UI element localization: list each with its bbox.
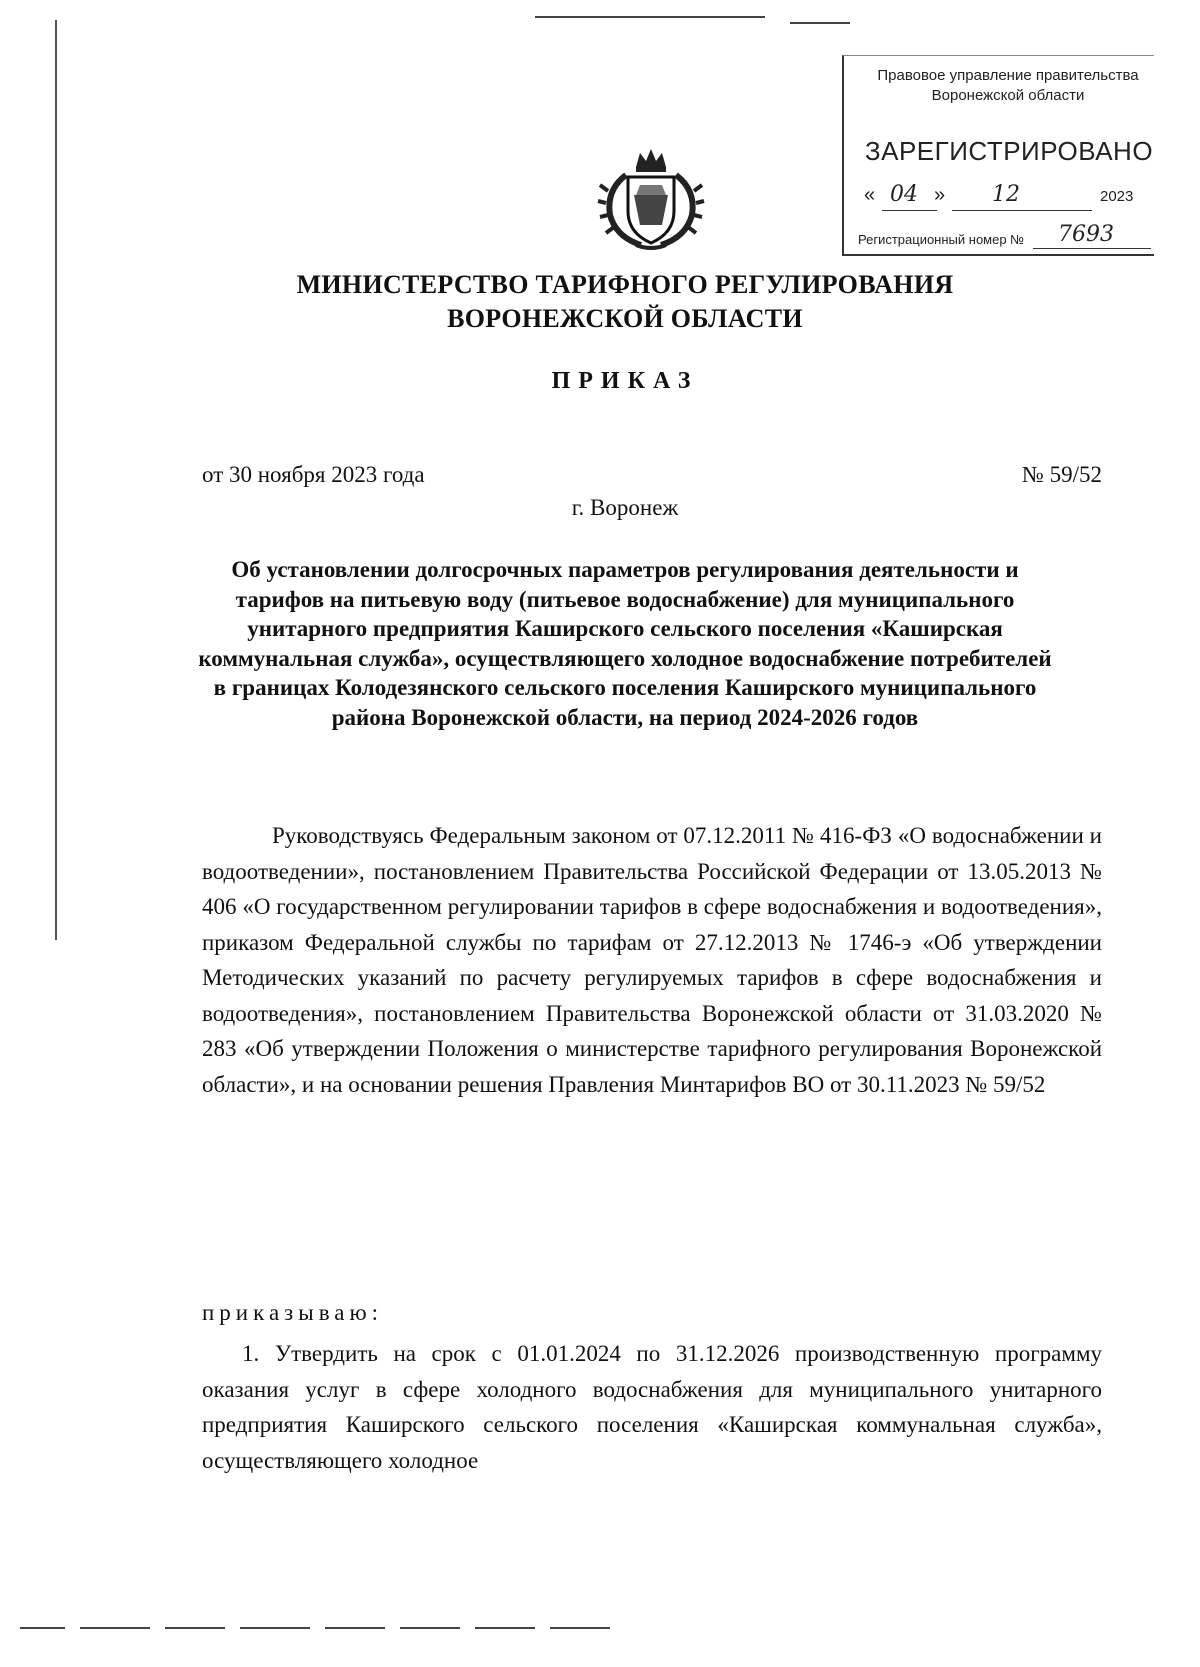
order-verb: приказываю: xyxy=(202,1300,384,1325)
voronezh-coat-of-arms-icon xyxy=(596,145,706,255)
stamp-date-month: 12 xyxy=(992,182,1020,207)
document-type: ПРИКАЗ xyxy=(551,368,699,394)
stamp-date-year: 2023 xyxy=(1100,188,1134,205)
scan-bottom-dash xyxy=(475,1627,535,1629)
scan-bottom-dash xyxy=(20,1627,65,1629)
scan-bottom-dash xyxy=(80,1627,150,1629)
document-city: г. Воронеж xyxy=(571,495,679,520)
scan-margin-line xyxy=(55,20,57,940)
scan-top-dash xyxy=(535,16,765,18)
registration-stamp xyxy=(842,55,1154,256)
scan-bottom-dash xyxy=(325,1627,385,1629)
scan-bottom-dash xyxy=(165,1627,225,1629)
stamp-date-day: 04 xyxy=(890,182,918,207)
stamp-title: ЗАРЕГИСТРИРОВАНО xyxy=(864,136,1154,166)
document-date: от 30 ноября 2023 года xyxy=(202,462,425,487)
stamp-reg-number: 7693 xyxy=(1058,222,1114,247)
scan-top-dash xyxy=(790,22,850,24)
document-subject: Об установлении долгосрочных параметров регулирования деятельности и тарифов на питьевую воду (питьевое водоснабжение) для муниципального унитарного предприятия Каширского сельского поселения «Каширская коммунальная служба», осуществляющего холодное водоснабжение потребителей в границах Колодезянского сельского поселения Каширского муниципального района Воронежской области, на период 2024-2026 годов xyxy=(198,557,1052,730)
scan-bottom-dash xyxy=(400,1627,460,1629)
stamp-date: « 04 » 12 2023 xyxy=(862,184,1152,214)
order-item-1: 1. Утвердить на срок с 01.01.2024 по 31.12.2026 производственную программу оказания услуг в сфере холодного водоснабжения для муниципального унитарного предприятия Каширского сельского поселения «Каширская коммунальная служба», осуществляющего холодное xyxy=(202,1341,1102,1473)
ministry-name: МИНИСТЕРСТВО ТАРИФНОГО РЕГУЛИРОВАНИЯ ВОРОНЕЖСКОЙ ОБЛАСТИ xyxy=(296,270,954,333)
stamp-reg-label: Регистрационный номер № xyxy=(858,232,1025,247)
scan-bottom-dash xyxy=(240,1627,310,1629)
scan-bottom-dash xyxy=(550,1627,610,1629)
document-number: № 59/52 xyxy=(1021,462,1102,487)
stamp-organization: Правовое управление правительства Воронежской области xyxy=(877,67,1139,104)
stamp-registration xyxy=(858,224,1158,252)
preamble-paragraph: Руководствуясь Федеральным законом от 07.12.2011 № 416-ФЗ «О водоснабжении и водоотведении», постановлением Правительства Российской Федерации от 13.05.2013 № 406 «О государственном регулировании тарифов в сфере водоснабжения и водоотведения», приказом Федеральной службы по тарифам от 27.12.2013 № 1746-э «Об утверждении Методических указаний по расчету регулируемых тарифов в сфере водоснабжения и водоотведения», постановлением Правительства Воронежской области от 31.03.2020 № 283 «Об утверждении Положения о министерстве тарифного регулирования Воронежской области», и на основании решения Правления Минтарифов ВО от 30.11.2023 № 59/52 xyxy=(202,823,1102,1097)
